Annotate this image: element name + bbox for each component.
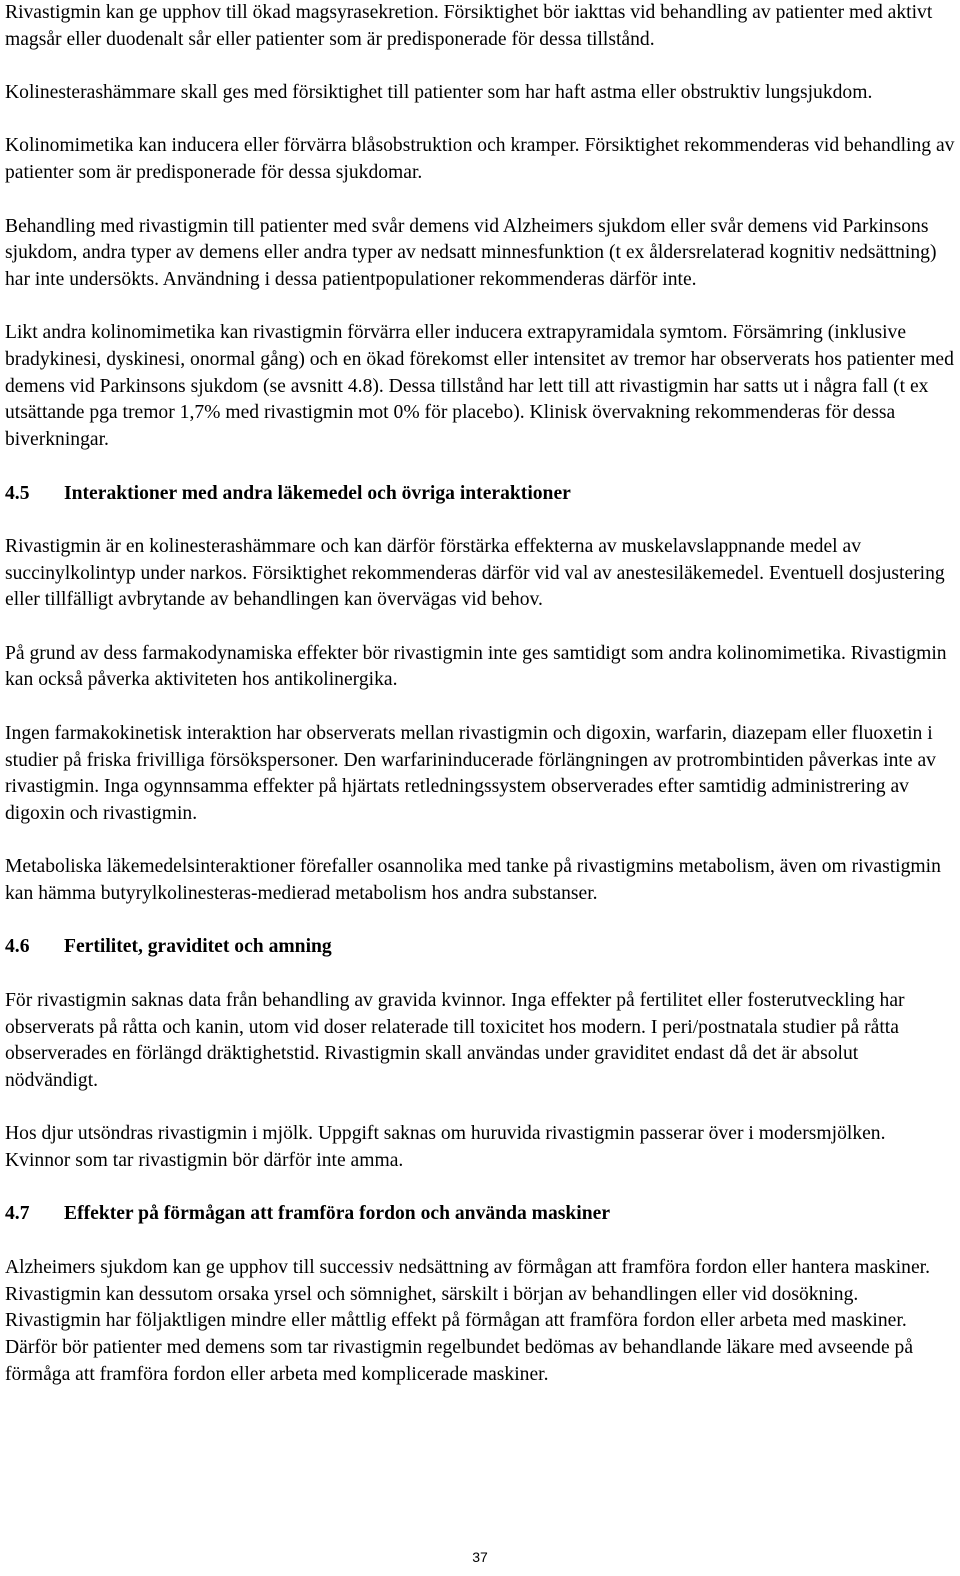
section-title: Effekter på förmågan att framföra fordon och använda maskiner (64, 1203, 611, 1225)
paragraph-interaction-4: Metaboliska läkemedelsinteraktioner förefaller osannolika med tanke på rivastigmins metabolism, även om rivastigmin kan hämma butyrylkolinesteras-medierad metabolism hos andra substanser. (5, 856, 941, 905)
paragraph-pregnancy-2: Hos djur utsöndras rivastigmin i mjölk. Uppgift saknas om huruvida rivastigmin passerar över i modersmjölken. Kvinnor som tar rivastigmin bör därför inte amma. (5, 1123, 886, 1172)
paragraph-asthma: Kolinesterashämmare skall ges med försiktighet till patienter som har haft astma eller obstruktiv lungsjukdom. (5, 82, 873, 104)
section-heading-4-7 (5, 1201, 955, 1228)
section-number: 4.6 (5, 936, 30, 958)
paragraph-pregnancy-1: För rivastigmin saknas data från behandling av gravida kvinnor. Inga effekter på fertilitet eller fosterutveckling har observerats på råtta och kanin, utom vid doser relaterade till toxicitet hos modern. I peri/postnatala studier på råtta observerades en förlängd dräktighetstid. Rivastigmin skall användas under graviditet endast då det är absolut nödvändigt. (5, 989, 905, 1091)
paragraph-interaction-3: Ingen farmakokinetisk interaktion har observerats mellan rivastigmin och digoxin, warfarin, diazepam eller fluoxetin i studier på friska frivilliga försökspersoner. Den warfarininducerade förlängningen av protrombintiden påverkas inte av rivastigmin. Inga ogynnsamma effekter på hjärtats retledningssystem observerades efter samtidig administrering av digoxin och rivastigmin. (5, 722, 936, 824)
section-title: Fertilitet, graviditet och amning (64, 936, 332, 958)
section-heading-4-5 (5, 481, 955, 508)
paragraph-interaction-2: På grund av dess farmakodynamiska effekter bör rivastigmin inte ges samtidigt som andra kolinomimetika. Rivastigmin kan också påverka aktiviteten hos antikolinergika. (5, 642, 947, 691)
document-page (5, 0, 955, 1388)
section-title: Interaktioner med andra läkemedel och övriga interaktioner (64, 482, 571, 504)
section-heading-4-6 (5, 934, 955, 961)
page-number: 37 (472, 1549, 488, 1565)
paragraph-extrapyramidal: Likt andra kolinomimetika kan rivastigmin förvärra eller inducera extrapyramidala symtom. Försämring (inklusive bradykinesi, dyskinesi, onormal gång) och en ökad förekomst eller intensitet av tremor har observerats hos patienter med demens vid Parkinsons sjukdom (se avsnitt 4.8). Dessa tillstånd har lett till att rivastigmin har satts ut i några fall (t ex utsättande pga tremor 1,7% med rivastigmin mot 0% för placebo). Klinisk övervakning rekommenderas för dessa biverkningar. (5, 322, 954, 451)
paragraph-severe-dementia: Behandling med rivastigmin till patienter med svår demens vid Alzheimers sjukdom eller svår demens vid Parkinsons sjukdom, andra typer av demens eller andra typer av nedsatt minnesfunktion (t ex åldersrelaterad kognitiv nedsättning) har inte undersökts. Användning i dessa patientpopulationer rekommenderas därför inte. (5, 215, 937, 290)
paragraph-driving: Alzheimers sjukdom kan ge upphov till successiv nedsättning av förmågan att framföra fordon eller hantera maskiner. Rivastigmin kan dessutom orsaka yrsel och sömnighet, särskilt i början av behandlingen eller vid dosökning. Rivastigmin har följaktligen mindre eller måttlig effekt på förmågan att framföra fordon eller arbeta med maskiner. Därför bör patienter med demens som tar rivastigmin regelbundet bedömas av behandlande läkare med avseende på förmåga att framföra fordon eller arbeta med komplicerade maskiner. (5, 1256, 930, 1385)
paragraph-interaction-1: Rivastigmin är en kolinesterashämmare och kan därför förstärka effekterna av muskelavslappnande medel av succinylkolintyp under narkos. Försiktighet rekommenderas därför vid val av anestesiläkemedel. Eventuell dosjustering eller tillfälligt avbrytande av behandlingen kan övervägas vid behov. (5, 535, 945, 611)
paragraph-bladder: Kolinomimetika kan inducera eller förvärra blåsobstruktion och kramper. Försiktighet rekommenderas vid behandling av patienter som är predisponerade för dessa sjukdomar. (5, 135, 955, 184)
paragraph-gastric: Rivastigmin kan ge upphov till ökad magsyrasekretion. Försiktighet bör iakttas vid behandling av patienter med aktivt magsår eller duodenalt sår eller patienter som är predisponerade för dessa tillstånd. (5, 2, 933, 50)
section-number: 4.5 (5, 482, 30, 504)
section-number: 4.7 (5, 1203, 30, 1225)
